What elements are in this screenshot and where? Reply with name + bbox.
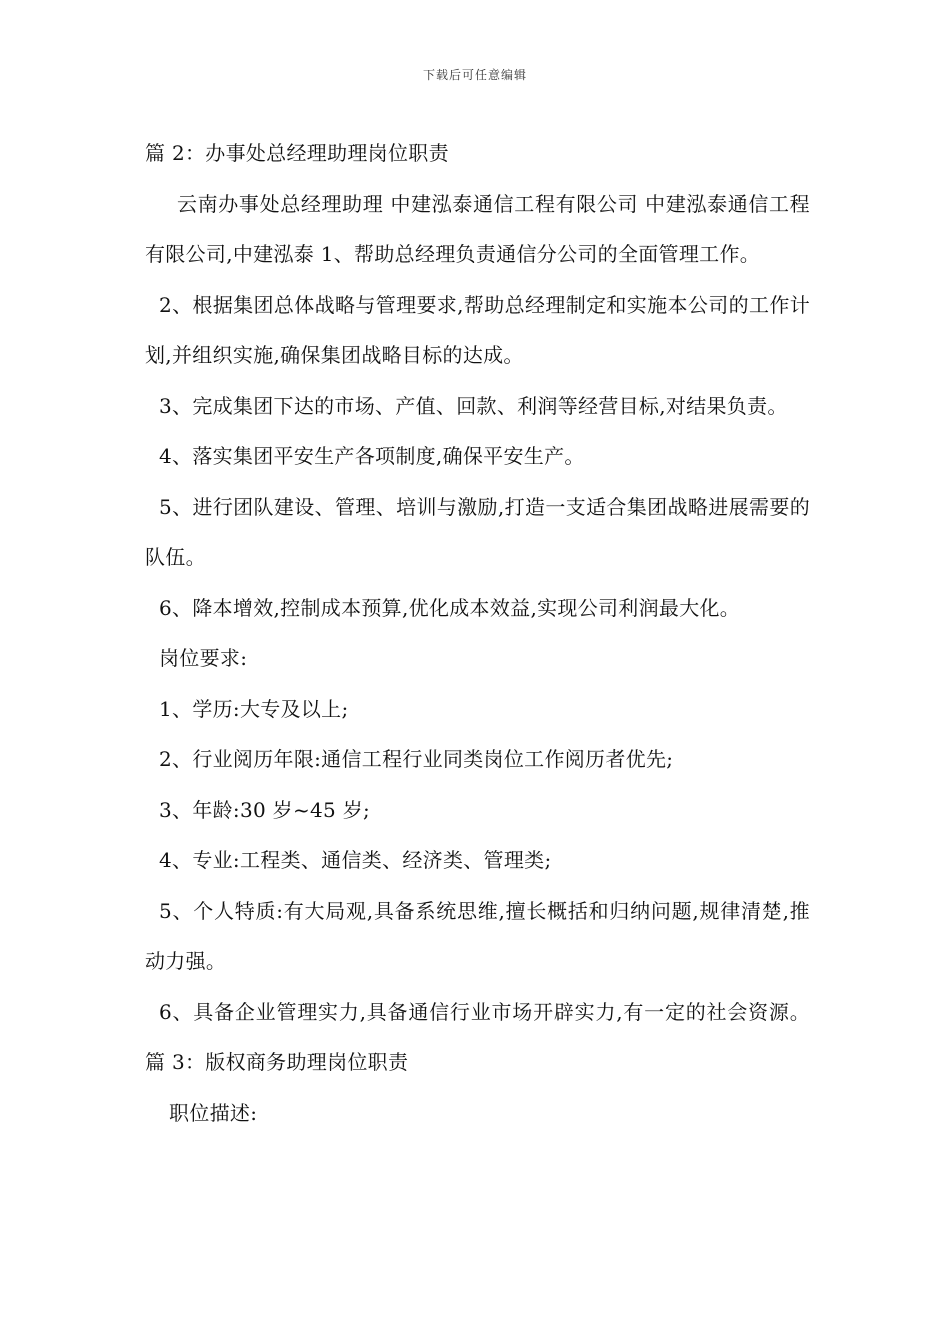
duty-item: 4、落实集团平安生产各项制度,确保平安生产。	[159, 444, 585, 468]
requirement-item: 6、具备企业管理实力,具备通信行业市场开辟实力,有一定的社会资源。 篇 3：版权商务助理岗位职责	[145, 999, 810, 1074]
duty-item: 3、完成集团下达的市场、产值、回款、利润等经营目标,对结果负责。	[159, 393, 788, 418]
document-body	[145, 128, 810, 1138]
duty-item: 6、降本增效,控制成本预算,优化成本效益,实现公司利润最大化。	[159, 595, 741, 620]
requirements-label: 岗位要求:	[159, 646, 248, 670]
requirement-item: 3、年龄:30 岁~45 岁;	[159, 797, 371, 822]
page-header: 下载后可任意编辑	[422, 68, 527, 82]
requirement-item: 5、个人特质:有大局观,具备系统思维,擅长概括和归纳问题,规律清楚,推动力强。	[145, 898, 810, 973]
requirement-item: 4、专业:工程类、通信类、经济类、管理类;	[159, 848, 552, 872]
job-description-label: 职位描述:	[169, 1100, 258, 1125]
duty-item: 2、根据集团总体战略与管理要求,帮助总经理制定和实施本公司的工作计划,并组织实施,确保集团战略目标的达成。	[145, 292, 810, 367]
duty-item: 5、进行团队建设、管理、培训与激励,打造一支适合集团战略进展需要的队伍。	[145, 494, 810, 569]
requirement-item: 1、学历:大专及以上;	[159, 696, 349, 721]
section-title: 篇 2：办事处总经理助理岗位职责	[145, 141, 449, 165]
intro-paragraph: 云南办事处总经理助理 中建泓泰通信工程有限公司 中建泓泰通信工程有限公司,中建泓泰 1、帮助总经理负责通信分公司的全面管理工作。	[145, 191, 810, 266]
requirement-item: 2、行业阅历年限:通信工程行业同类岗位工作阅历者优先;	[159, 747, 674, 771]
